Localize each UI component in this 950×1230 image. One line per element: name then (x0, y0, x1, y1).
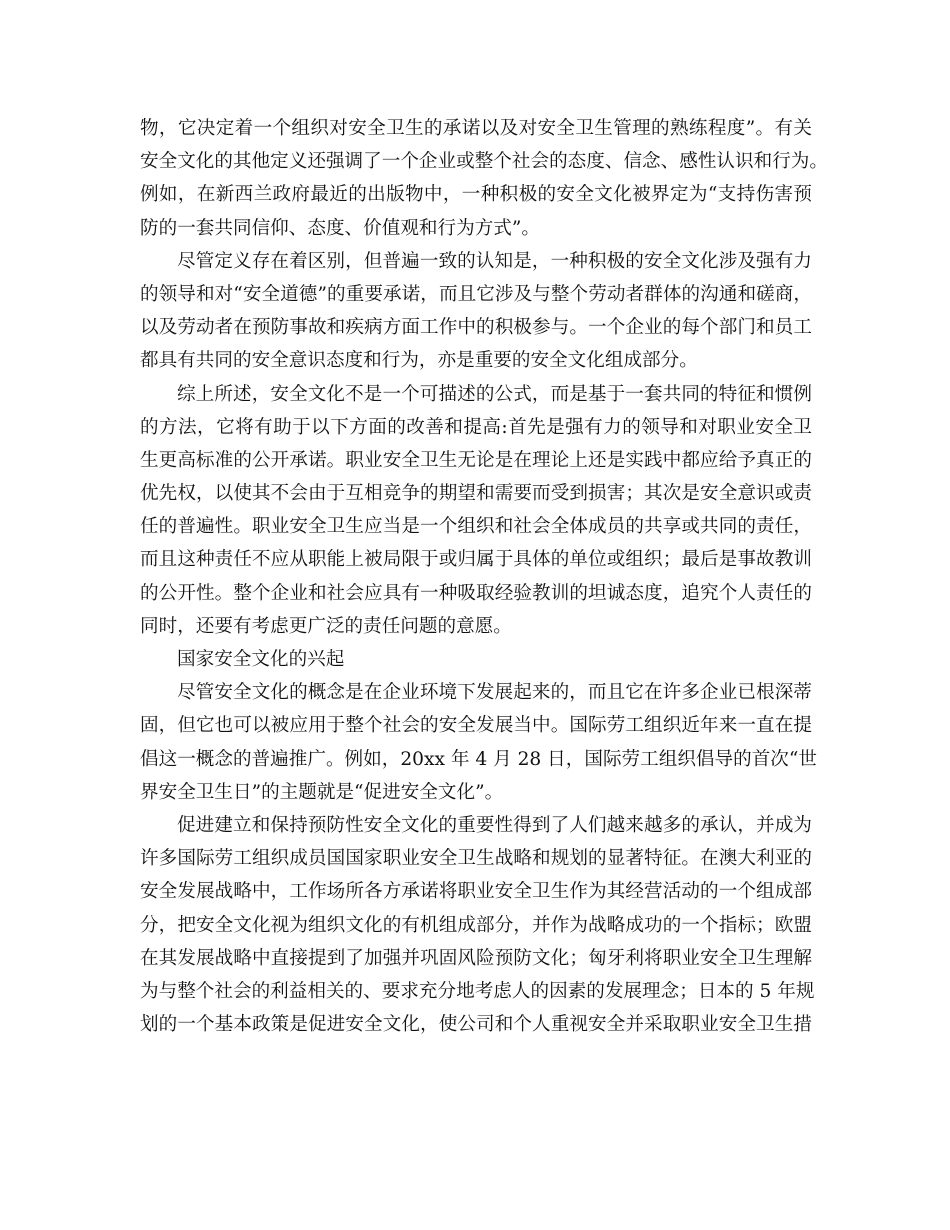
paragraph-2 (140, 245, 812, 378)
document-body (140, 112, 828, 1041)
text-line: 界安全卫生日”的主题就是“促进安全文化”。 (140, 781, 504, 803)
text-line: 防的一套共同信仰、态度、价值观和行为方式”。 (140, 217, 540, 239)
text-line: 安全发展战略中，工作场所各方承诺将职业安全卫生作为其经营活动的一个组成部 (140, 881, 812, 903)
text-line: 生更高标准的公开承诺。职业安全卫生无论是在理论上还是实践中都应给予真正的 (140, 449, 812, 471)
text-line: 例如，在新西兰政府最近的出版物中，一种积极的安全文化被界定为“支持伤害预 (140, 184, 812, 206)
text-line: 的方法，它将有助于以下方面的改善和提高:首先是强有力的领导和对职业安全卫 (140, 416, 812, 438)
text-line: 安全文化的其他定义还强调了一个企业或整个社会的态度、信念、感性认识和行为。 (140, 151, 828, 173)
text-line: 的领导和对“安全道德”的重要承诺，而且它涉及与整个劳动者群体的沟通和磋商， (140, 283, 812, 305)
text-line: 优先权，以使其不会由于互相竞争的期望和需要而受到损害；其次是安全意识或责 (140, 483, 812, 505)
text-line: 尽管安全文化的概念是在企业环境下发展起来的，而且它在许多企业已根深蒂 (177, 682, 812, 704)
text-line: 倡这一概念的普遍推广。例如，20xx 年 4 月 28 日，国际劳工组织倡导的首次“世 (140, 748, 817, 770)
text-line: 以及劳动者在预防事故和疾病方面工作中的积极参与。一个企业的每个部门和员工 (140, 317, 812, 339)
text-line: 许多国际劳工组织成员国国家职业安全卫生战略和规划的显著特征。在澳大利亚的 (140, 848, 812, 870)
paragraph-3 (140, 378, 812, 644)
text-line: 都具有共同的安全意识态度和行为，亦是重要的安全文化组成部分。 (140, 350, 698, 372)
text-line: 固，但它也可以被应用于整个社会的安全发展当中。国际劳工组织近年来一直在提 (140, 715, 812, 737)
section-heading-text: 国家安全文化的兴起 (177, 649, 345, 670)
text-line: 而且这种责任不应从职能上被局限于或归属于具体的单位或组织；最后是事故教训 (140, 549, 812, 571)
text-line: 的公开性。整个企业和社会应具有一种吸取经验教训的坦诚态度，追究个人责任的 (140, 582, 812, 604)
text-line: 在其发展战略中直接提到了加强并巩固风险预防文化；匈牙利将职业安全卫生理解 (140, 947, 812, 969)
text-line: 任的普遍性。职业安全卫生应当是一个组织和社会全体成员的共享或共同的责任， (140, 516, 812, 538)
text-line: 分，把安全文化视为组织文化的有机组成部分，并作为战略成功的一个指标；欧盟 (140, 914, 812, 936)
paragraph-5 (140, 809, 815, 1041)
text-line: 划的一个基本政策是促进安全文化，使公司和个人重视安全并采取职业安全卫生措 (140, 1014, 812, 1036)
paragraph-4 (140, 676, 817, 809)
text-line: 综上所述，安全文化不是一个可描述的公式，而是基于一套共同的特征和惯例 (177, 383, 812, 405)
text-line: 物，它决定着一个组织对安全卫生的承诺以及对安全卫生管理的熟练程度”。有关 (140, 118, 812, 139)
text-line: 促进建立和保持预防性安全文化的重要性得到了人们越来越多的承认，并成为 (177, 814, 812, 836)
text-line: 同时，还要有考虑更广泛的责任问题的意愿。 (140, 615, 512, 637)
text-line: 尽管定义存在着区别，但普遍一致的认知是，一种积极的安全文化涉及强有力 (177, 250, 812, 272)
text-line: 为与整个社会的利益相关的、要求充分地考虑人的因素的发展理念；日本的 5 年规 (140, 980, 815, 1002)
section-heading (140, 643, 812, 676)
paragraph-1 (140, 112, 828, 245)
